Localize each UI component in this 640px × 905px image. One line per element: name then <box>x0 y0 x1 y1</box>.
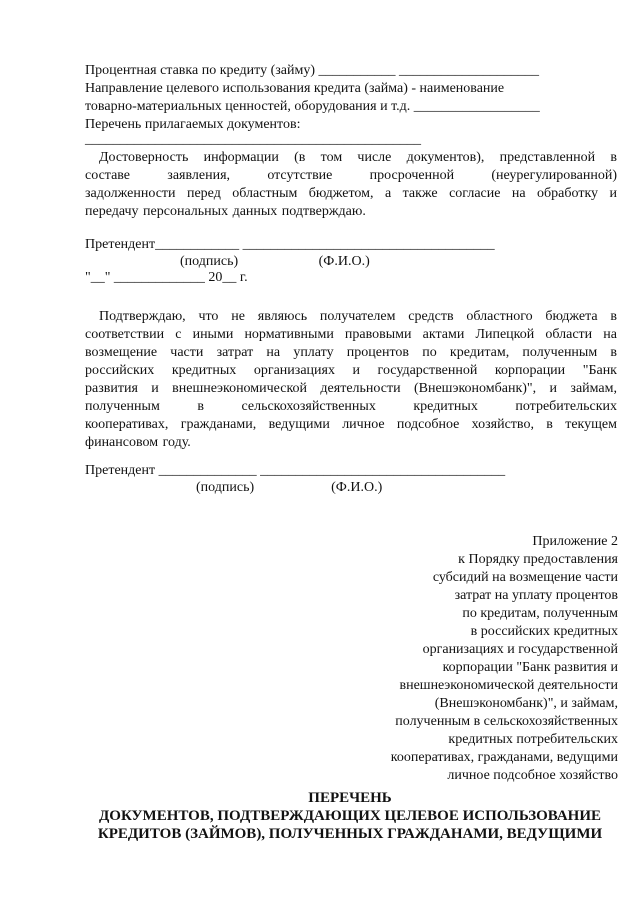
appendix-line: (Внешэкономбанк)", и займам, <box>434 696 618 711</box>
appendix-line: кредитных потребительских <box>448 732 618 747</box>
statement-1-line-1: Достоверность информации (в том числе документов), представленной в <box>99 150 617 165</box>
statement-2-line-4: российских кредитных организациях и государственной корпорации "Банк <box>85 363 617 378</box>
title-line-3: КРЕДИТОВ (ЗАЙМОВ), ПОЛУЧЕННЫХ ГРАЖДАНАМИ, ВЕДУЩИМИ <box>97 826 603 842</box>
appendix-line: к Порядку предоставления <box>458 552 618 567</box>
signature-1-date: "__" _____________ 20__ г. <box>85 270 248 285</box>
signature-2-line: Претендент ______________ ___________________________________ <box>85 463 506 478</box>
statement-2-line-2: соответствии с иными нормативными правовыми актами Липецкой области на <box>85 327 617 342</box>
statement-2-line-5: развития и внешнеэкономической деятельности (Внешэкономбанк)", и займам, <box>85 381 617 396</box>
page-title: ПЕРЕЧЕНЬ <box>308 790 392 806</box>
documents-label: Перечень прилагаемых документов: <box>85 117 301 132</box>
appendix-line: внешнеэкономической деятельности <box>399 678 618 693</box>
appendix-line: организациях и государственной <box>422 642 618 657</box>
title-line-2: ДОКУМЕНТОВ, ПОДТВЕРЖДАЮЩИХ ЦЕЛЕВОЕ ИСПОЛЬЗОВАНИЕ <box>98 808 602 824</box>
appendix-line: Приложение 2 <box>532 534 618 549</box>
signature-1-line: Претендент____________ ____________________________________ <box>85 237 495 252</box>
appendix-line: корпорации "Банк развития и <box>442 660 618 675</box>
interest-rate-field: Процентная ставка по кредиту (займу) ___________ ____________________ <box>85 63 539 78</box>
credit-purpose-line-1: Направление целевого использования кредита (займа) - наименование <box>85 81 505 96</box>
statement-2-line-8: финансовом году. <box>85 435 191 450</box>
appendix-line: личное подсобное хозяйство <box>447 768 618 783</box>
statement-1-line-4: передачу персональных данных подтверждаю. <box>85 204 366 219</box>
documents-blank-line: ________________________________________________ <box>85 132 421 147</box>
signature-1-sublabels: (подпись) (Ф.И.О.) <box>180 254 370 269</box>
statement-2-line-7: кооперативах, гражданами, ведущими личное подсобное хозяйство, в текущем <box>85 417 617 432</box>
appendix-line: кооперативах, гражданами, ведущими <box>390 750 618 765</box>
appendix-line: субсидий на возмещение части <box>432 570 618 585</box>
appendix-line: затрат на уплату процентов <box>454 588 618 603</box>
statement-1-line-3: задолженности перед областным бюджетом, а также согласие на обработку и <box>85 186 617 201</box>
credit-purpose-line-2: товарно-материальных ценностей, оборудования и т.д. __________________ <box>85 99 540 114</box>
statement-2-line-3: возмещение части затрат на уплату процентов по кредитам, полученным в <box>85 345 617 360</box>
appendix-line: полученным в сельскохозяйственных <box>395 714 618 729</box>
statement-1-line-2: составе заявления, отсутствие просроченной (неурегулированной) <box>85 168 617 183</box>
statement-2-line-1: Подтверждаю, что не являюсь получателем средств областного бюджета в <box>99 309 617 324</box>
appendix-line: по кредитам, полученным <box>462 606 618 621</box>
appendix-line: в российских кредитных <box>470 624 618 639</box>
statement-2-line-6: полученным в сельскохозяйственных кредитных потребительских <box>85 399 617 414</box>
signature-2-sublabels: (подпись) (Ф.И.О.) <box>196 480 383 495</box>
